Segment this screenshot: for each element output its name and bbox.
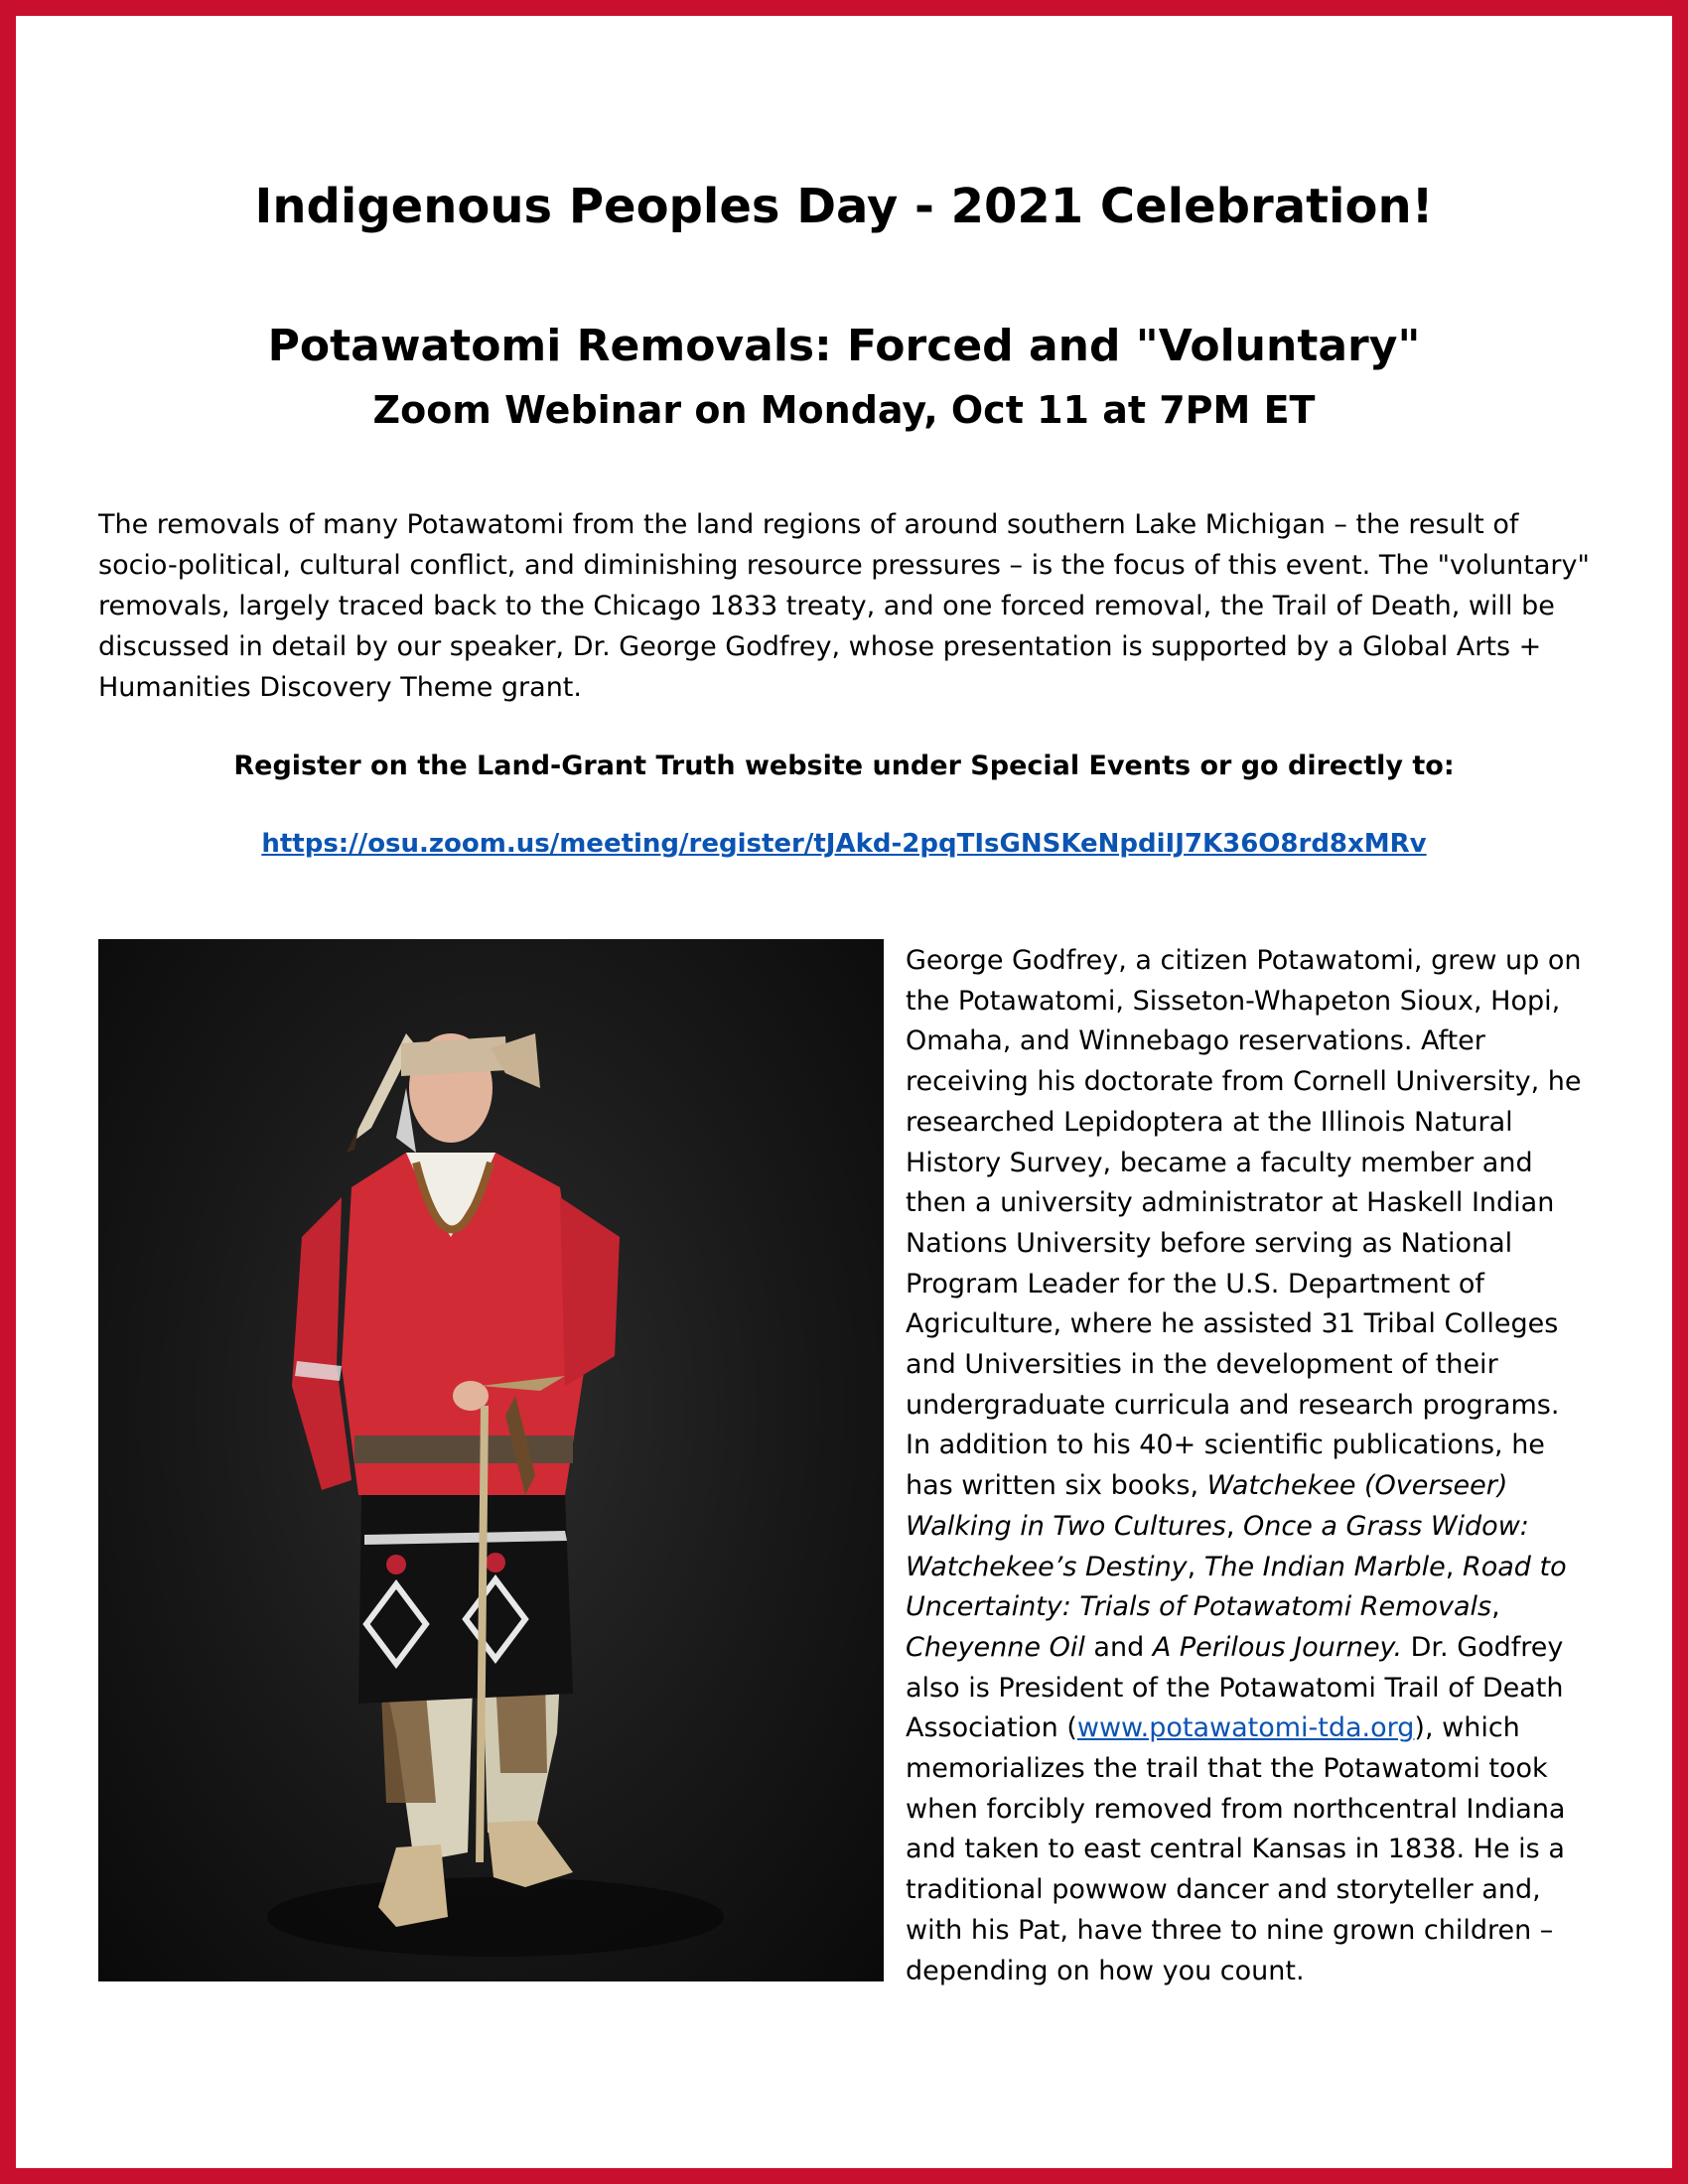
event-date: Zoom Webinar on Monday, Oct 11 at 7PM ET — [372, 388, 1316, 432]
bio-text: ), which memorializes the trail that the Potawatomi took when forcibly removed from northcentral Indiana and taken to east central Kansas in 1838. He is a traditional powwow dancer and storyteller and, with his Pat, have three to nine grown children – depending on how you count. — [906, 1712, 1566, 1986]
bio-text: George Godfrey, a citizen Potawatomi, grew up on the Potawatomi, Sisseton-Whapeton Sioux, Hopi, Omaha, and Winnebago reservations. After receiving his doctorate from Cornell University, he researched Lepidoptera at the Illinois Natural History Survey, became a faculty member and then a university administrator at Haskell Indian Nations University before serving as National Program Leader for the U.S. Department of Agriculture, where he assisted 31 Tribal Colleges and Universities in the development of their undergraduate curricula and research programs. In addition to his 40+ scientific publications, he has written six books, — [906, 945, 1582, 1502]
event-title: Potawatomi Removals: Forced and "Voluntary" — [267, 321, 1421, 371]
bio-separator: , — [1445, 1551, 1463, 1582]
book-title: Once a Grass Widow: Watchekee’s Destiny — [906, 1510, 1529, 1582]
speaker-illustration — [98, 939, 884, 1981]
page-title: Indigenous Peoples Day - 2021 Celebration! — [254, 179, 1434, 234]
book-title: Cheyenne Oil — [906, 1631, 1085, 1663]
book-title: Watchekee (Overseer) Walking in Two Cultures — [906, 1470, 1508, 1542]
association-link[interactable]: www.potawatomi-tda.org — [1076, 1712, 1415, 1744]
book-title: The Indian Marble — [1203, 1551, 1446, 1582]
bio-separator: and — [1084, 1631, 1153, 1663]
speaker-bio — [906, 941, 1591, 1991]
book-title: A Perilous Journey. — [1152, 1631, 1403, 1663]
bio-separator: , — [1225, 1510, 1244, 1542]
registration-link[interactable]: https://osu.zoom.us/meeting/register/tJAkd-2pqTIsGNSKeNpdiIJ7K36O8rd8xMRv — [261, 829, 1427, 859]
bio-separator: , — [1187, 1551, 1204, 1582]
speaker-photo — [98, 939, 884, 1981]
register-instructions: Register on the Land-Grant Truth website under Special Events or go directly to: — [233, 751, 1455, 781]
book-title: Road to Uncertainty: Trials of Potawatomi Removals — [906, 1551, 1567, 1623]
intro-paragraph: The removals of many Potawatomi from the land regions of around southern Lake Michigan – the result of socio-political, cultural conflict, and diminishing resource pressures – is the focus of this event. The "voluntary" removals, largely traced back to the Chicago 1833 treaty, and one forced removal, the Trail of Death, will be discussed in detail by our speaker, Dr. George Godfrey, whose presentation is supported by a Global Arts + Humanities Discovery Theme grant. — [98, 509, 1590, 703]
bio-separator: , — [1491, 1591, 1500, 1623]
bio-text: Dr. Godfrey also is President of the Potawatomi Trail of Death Association ( — [906, 1631, 1564, 1744]
